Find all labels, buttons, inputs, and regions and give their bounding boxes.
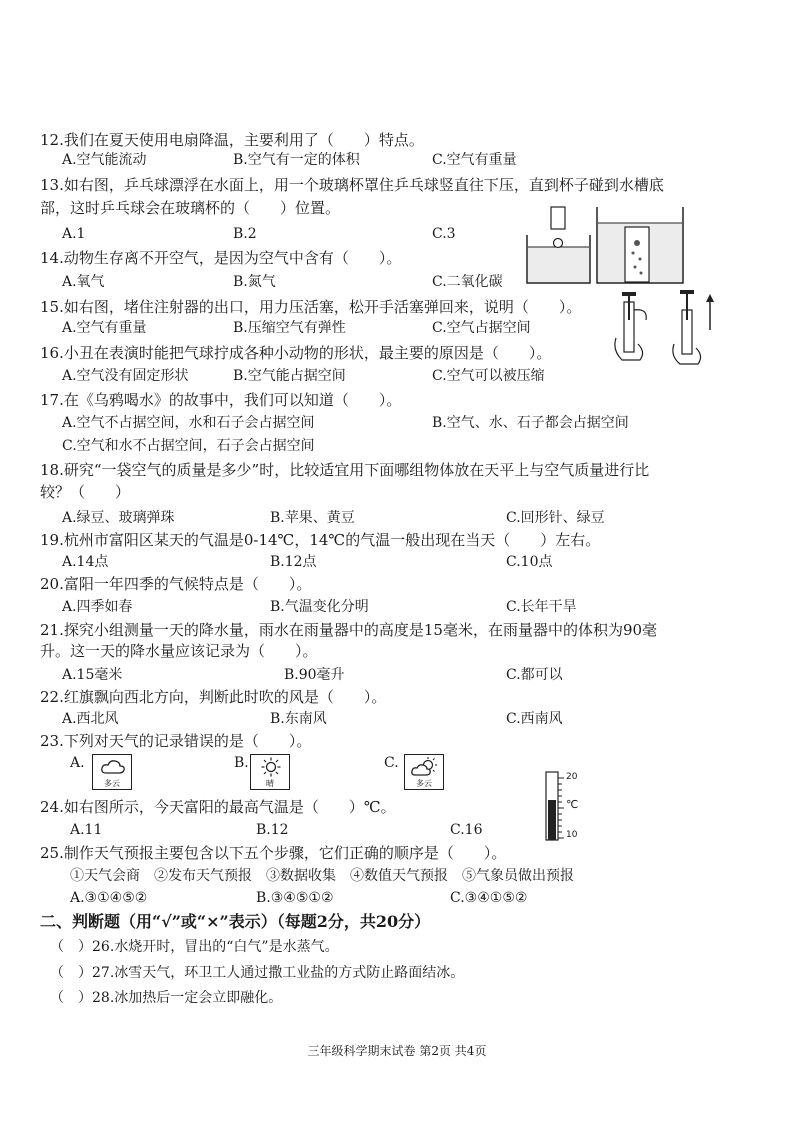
q13-option-c: C.3 (432, 226, 456, 242)
weather-card-sunny (250, 754, 290, 790)
q19-stem: 19.杭州市富阳区某天的气温是0-14℃，14℃的气温一般出现在当天（ ）左右。 (40, 531, 601, 549)
q23-option-b: B. (234, 755, 249, 771)
q12-stem: 12.我们在夏天使用电扇降温，主要利用了（ ）特点。 (40, 131, 424, 149)
q25-steps: ①天气会商 ②发布天气预报 ③数据收集 ④数值天气预报 ⑤气象员做出预报 (70, 868, 574, 884)
q17-option-c: C.空气和水不占据空间，石子会占据空间 (62, 438, 315, 454)
q18-stem-line2: 较？（ ） (40, 483, 131, 501)
q14-option-c: C.二氧化碳 (432, 274, 503, 290)
q17-option-b: B.空气、水、石子都会占据空间 (432, 415, 629, 431)
section2-title: 二、判断题（用“√”或“×”表示）（每题2分，共20分） (40, 912, 431, 931)
q22-option-b: B.东南风 (270, 711, 327, 727)
q21-option-c: C.都可以 (506, 667, 563, 683)
q22-option-c: C.西南风 (506, 711, 563, 727)
q24-option-a: A.11 (70, 822, 103, 838)
q21-option-b: B.90毫升 (284, 667, 345, 683)
q22-option-a: A.西北风 (62, 711, 119, 727)
sun-icon (261, 757, 281, 777)
q25-option-c: C.③④①⑤② (450, 890, 528, 906)
q20-stem: 20.富阳一年四季的气候特点是（ ）。 (40, 575, 312, 593)
q13-stem-line2: 部，这时乒乓球会在玻璃杯的（ ）位置。 (40, 199, 341, 217)
q21-stem-line1: 21.探究小组测量一天的降水量，雨水在雨量器中的高度是15毫米，在雨量器中的体积为90毫 (40, 621, 658, 639)
q20-option-a: A.四季如春 (62, 599, 133, 615)
q13-option-a: A.1 (62, 226, 86, 242)
q17-stem: 17.在《乌鸦喝水》的故事中，我们可以知道（ ）。 (40, 391, 402, 409)
q21-stem-line2: 升。这一天的降水量应该记录为（ ）。 (40, 642, 318, 660)
q15-stem: 15.如右图，堵住注射器的出口，用力压活塞，松开手活塞弹回来，说明（ ）。 (40, 298, 582, 316)
q19-option-c: C.10点 (506, 554, 553, 570)
q25-option-a: A.③①④⑤② (70, 890, 148, 906)
q14-option-b: B.氮气 (233, 274, 276, 290)
q25-stem: 25.制作天气预报主要包含以下五个步骤，它们正确的顺序是（ ）。 (40, 844, 507, 862)
judgment-item-27: （ ）27.冰雪天气，环卫工人通过撒工业盐的方式防止路面结冰。 (50, 965, 465, 981)
thermometer-unit: ℃ (566, 798, 579, 811)
q13-stem-line1: 13.如右图，乒乓球漂浮在水面上，用一个玻璃杯罩住乒乓球竖直往下压，直到杯子碰到水槽底 (40, 176, 664, 194)
cloud-icon (101, 759, 125, 775)
weather-label-b: 晴 (266, 779, 274, 788)
ping-pong-tank-figure (525, 195, 690, 290)
q18-stem-line1: 18.研究“一袋空气的质量是多少”时，比较适宜用下面哪组物体放在天平上与空气质量进行比 (40, 461, 650, 479)
q23-stem: 23.下列对天气的记录错误的是（ ）。 (40, 732, 312, 750)
q25-option-b: B.③④⑤①② (256, 890, 334, 906)
thermometer-tick-10: 10 (566, 830, 578, 840)
q12-option-c: C.空气有重量 (432, 152, 517, 168)
q20-option-c: C.长年干旱 (506, 599, 577, 615)
q16-option-a: A.空气没有固定形状 (62, 368, 189, 384)
q21-option-a: A.15毫米 (62, 667, 123, 683)
page-footer: 三年级科学期末试卷 第2页 共4页 (307, 1044, 487, 1058)
partly-cloudy-icon (411, 757, 439, 777)
q19-option-a: A.14点 (62, 554, 109, 570)
q17-option-a: A.空气不占据空间，水和石子会占据空间 (62, 415, 315, 431)
q24-option-b: B.12 (256, 822, 289, 838)
q23-option-c: C. (384, 755, 399, 771)
q14-stem: 14.动物生存离不开空气，是因为空气中含有（ ）。 (40, 249, 402, 267)
judgment-item-28: （ ）28.冰加热后一定会立即融化。 (50, 990, 283, 1006)
q18-option-c: C.回形针、绿豆 (506, 510, 605, 526)
weather-label-c: 多云 (416, 779, 432, 788)
q24-option-c: C.16 (450, 822, 483, 838)
q15-option-c: C.空气占据空间 (432, 320, 531, 336)
q15-option-b: B.压缩空气有弹性 (233, 320, 346, 336)
syringe-figure (612, 290, 722, 370)
thermometer-tick-20: 20 (566, 772, 578, 782)
q16-stem: 16.小丑在表演时能把气球拧成各种小动物的形状，最主要的原因是（ ）。 (40, 344, 552, 362)
q23-option-a: A. (70, 755, 85, 771)
q18-option-a: A.绿豆、玻璃弹珠 (62, 510, 175, 526)
q20-option-b: B.气温变化分明 (270, 599, 369, 615)
weather-label-a: 多云 (104, 779, 120, 788)
weather-card-cloudy-c (404, 754, 444, 790)
weather-card-cloudy-a (92, 754, 132, 790)
q19-option-b: B.12点 (270, 554, 317, 570)
judgment-item-26: （ ）26.水烧开时，冒出的“白气”是水蒸气。 (50, 939, 339, 955)
q12-option-a: A.空气能流动 (62, 152, 147, 168)
q12-option-b: B.空气有一定的体积 (233, 152, 360, 168)
q13-option-b: B.2 (233, 226, 257, 242)
q24-stem: 24.如右图所示，今天富阳的最高气温是（ ）℃。 (40, 798, 396, 816)
q16-option-b: B.空气能占据空间 (233, 368, 346, 384)
q18-option-b: B.苹果、黄豆 (270, 510, 355, 526)
q16-option-c: C.空气可以被压缩 (432, 368, 545, 384)
q22-stem: 22.红旗飘向西北方向，判断此时吹的风是（ ）。 (40, 688, 387, 706)
q15-option-a: A.空气有重量 (62, 320, 147, 336)
q14-option-a: A.氧气 (62, 274, 105, 290)
